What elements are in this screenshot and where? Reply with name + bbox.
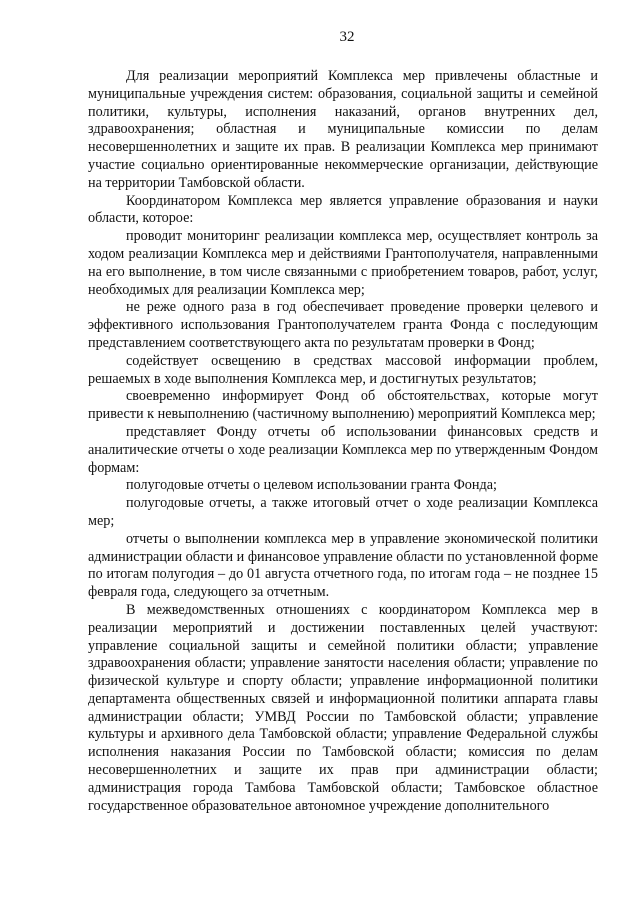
paragraph-media: содействует освещению в средствах массовой информации проблем, решаемых в ходе выполнения Комплекса мер, и достигнутых результатов;: [88, 352, 598, 387]
paragraph-participants: Для реализации мероприятий Комплекса мер привлечены областные и муниципальные учреждения систем: образования, социальной защиты и семейной политики, культуры, исполнения наказаний, органов внутренних дел, здравоохранения; областная и муниципальные комиссии по делам несовершеннолетних и защите их прав. В реализации Комплекса мер принимают участие социально ориентированные некоммерческие организации, действующие на территории Тамбовской области.: [88, 68, 598, 191]
page-number: 32: [339, 29, 355, 45]
paragraph-halfyear-grant: полугодовые отчеты о целевом использовании гранта Фонда;: [126, 477, 497, 494]
paragraph-inspection: не реже одного раза в год обеспечивает проведение проверки целевого и эффективного использования Грантополучателем гранта Фонда с последующим представлением соответствующего акта по результатам проверки в Фонд;: [88, 299, 598, 351]
document-page: [88, 28, 598, 815]
paragraph-reports: представляет Фонду отчеты об использовании финансовых средств и аналитические отчеты о ходе реализации Комплекса мер по утвержденным Фондом формам:: [88, 423, 598, 476]
paragraph-informs: своевременно информирует Фонд об обстоятельствах, которые могут привести к невыполнению (частичному выполнению) мероприятий Комплекса мер;: [88, 388, 598, 423]
paragraph-coordinator: Координатором Комплекса мер является управление образования и науки области, которое:: [88, 192, 598, 227]
paragraph-interagency: В межведомственных отношениях с координатором Комплекса мер в реализации мероприятий и достижении поставленных целей участвуют: управление социальной защиты и семейной политики области; управление здравоохранения области; управление занятости населения области; управление по физической культуре и спорту области; управление информационной политики департамента общественных связей и информационной политики аппарата главы администрации области; УМВД России по Тамбовской области; управление культуры и архивного дела Тамбовской области; управление Федеральной службы исполнения наказания России по Тамбовской области; комиссия по делам несовершеннолетних и защите их прав при администрации области; администрация города Тамбова Тамбовской области; Тамбовское областное государственное образовательное автономное учреждение дополнительного: [88, 601, 598, 814]
paragraph-halfyear-final: полугодовые отчеты, а также итоговый отчет о ходе реализации Комплекса мер;: [88, 495, 598, 529]
paragraph-monitoring: проводит мониторинг реализации комплекса мер, осуществляет контроль за ходом реализации Комплекса мер и действиями Грантополучателя, направленными на его выполнение, в том числе связанными с приобретением товаров, работ, услуг, необходимых для реализации Комплекса мер;: [88, 228, 598, 298]
paragraph-execution-reports: отчеты о выполнении комплекса мер в управление экономической политики администрации области и финансовое управление области по установленной форме по итогам полугодия – до 01 августа отчетного года, по итогам года – не позднее 15 февраля года, следующего за отчетным.: [88, 530, 598, 601]
